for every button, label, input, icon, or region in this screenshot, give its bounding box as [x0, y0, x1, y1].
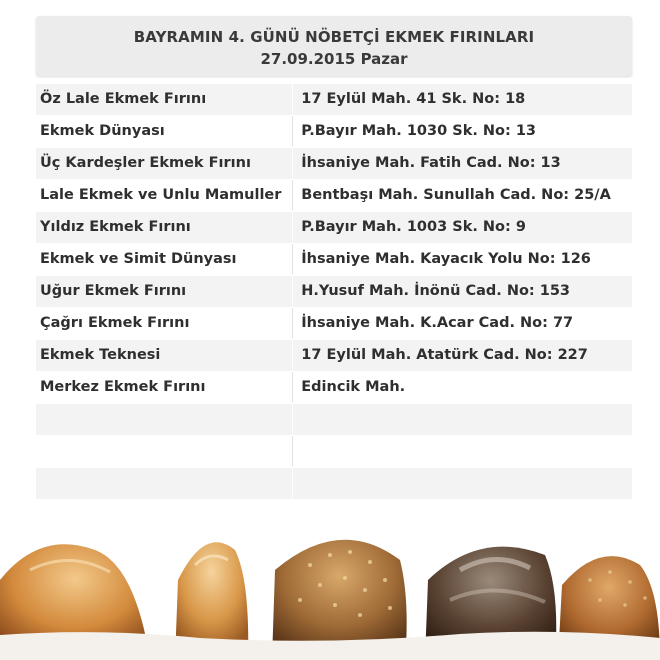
table-row: [36, 84, 632, 116]
header-banner: [36, 16, 632, 76]
bakery-address: İhsaniye Mah. Kayacık Yolu No: 126: [301, 251, 591, 267]
table-row: [36, 116, 632, 148]
table-row: [36, 372, 632, 404]
table-row: [36, 148, 632, 180]
bakery-address: P.Bayır Mah. 1003 Sk. No: 9: [301, 219, 526, 235]
bakery-name: Lale Ekmek ve Unlu Mamuller: [36, 180, 293, 211]
bakery-address: 17 Eylül Mah. Atatürk Cad. No: 227: [301, 347, 588, 363]
table-row: [36, 436, 632, 468]
table-row: [36, 404, 632, 436]
bakery-name: Uğur Ekmek Fırını: [36, 276, 293, 307]
bakery-address: [293, 404, 632, 435]
bakery-name: Üç Kardeşler Ekmek Fırını: [36, 148, 293, 179]
table-row: [36, 340, 632, 372]
bakery-table: [36, 84, 632, 500]
bakery-address: İhsaniye Mah. Fatih Cad. No: 13: [301, 155, 561, 171]
page-title: BAYRAMIN 4. GÜNÜ NÖBETÇİ EKMEK FIRINLARI: [133, 28, 535, 46]
table-row: [36, 180, 632, 212]
bakery-name: Ekmek ve Simit Dünyası: [36, 244, 293, 275]
bakery-address: 17 Eylül Mah. 41 Sk. No: 18: [301, 91, 526, 107]
bakery-address: Edincik Mah.: [301, 379, 406, 395]
bakery-address: H.Yusuf Mah. İnönü Cad. No: 153: [301, 283, 571, 299]
page-date: 27.09.2015 Pazar: [260, 50, 408, 68]
bakery-name: [36, 468, 293, 499]
bakery-name: [36, 436, 293, 467]
table-row: [36, 276, 632, 308]
table-row: [36, 468, 632, 500]
bakery-name: Yıldız Ekmek Fırını: [36, 212, 293, 243]
bakery-name: [36, 404, 293, 435]
bakery-address: İhsaniye Mah. K.Acar Cad. No: 77: [301, 315, 574, 331]
bakery-name: Öz Lale Ekmek Fırını: [36, 84, 293, 115]
bread-loaves-image: [0, 510, 660, 660]
bakery-address: [293, 436, 632, 467]
table-row: [36, 212, 632, 244]
bakery-address: [293, 468, 632, 499]
bakery-name: Ekmek Dünyası: [36, 116, 293, 147]
bakery-address: P.Bayır Mah. 1030 Sk. No: 13: [301, 123, 537, 139]
table-row: [36, 244, 632, 276]
bakery-name: Çağrı Ekmek Fırını: [36, 308, 293, 339]
table-row: [36, 308, 632, 340]
bakery-name: Merkez Ekmek Fırını: [36, 372, 293, 403]
bakery-name: Ekmek Teknesi: [36, 340, 293, 371]
bakery-address: Bentbaşı Mah. Sunullah Cad. No: 25/A: [301, 187, 611, 203]
